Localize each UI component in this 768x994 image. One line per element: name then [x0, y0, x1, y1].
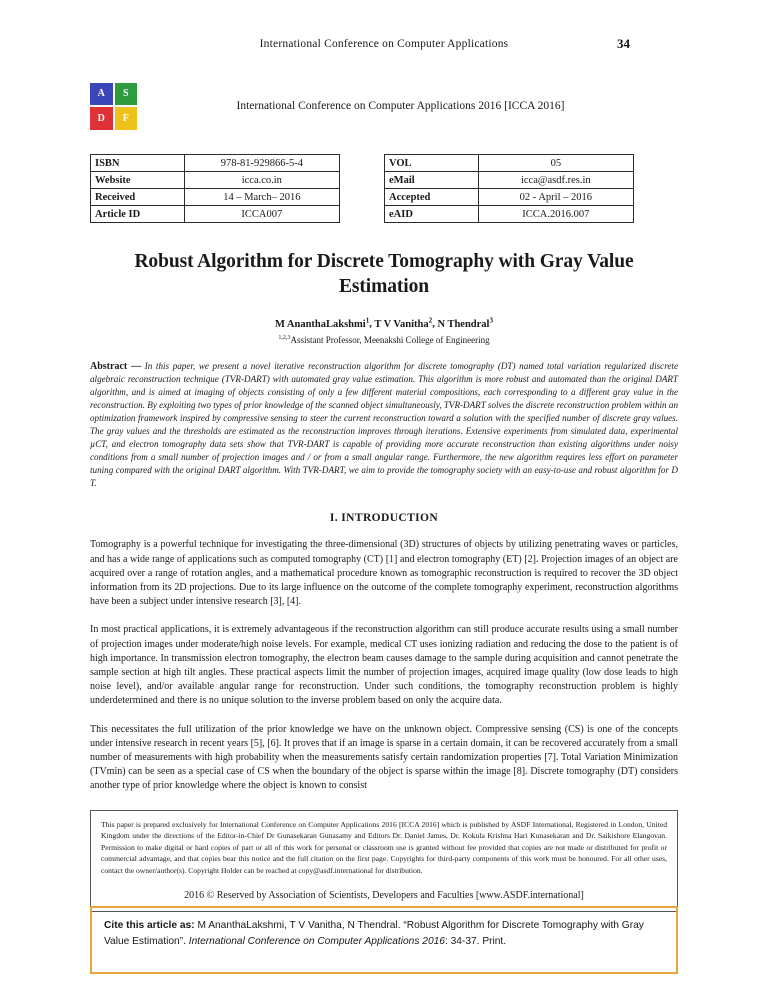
- copyright-rights-line: 2016 © Reserved by Association of Scientists, Developers and Faculties [www.ASDF.international]: [184, 889, 584, 901]
- author-2-superscript: 2: [428, 316, 433, 324]
- body-paragraph-3: This necessitates the full utilization of the prior knowledge we have on the unknown object. Compressive sensing (CS) is one of the concepts under intensive research in recent years [5], [6]. It proves that if an image is sparse in a certain domain, it can be recovered accurately from a small number of measurements with high probability when the measurements satisfy certain randomization properties [7]. Total Variation Minimization (TVmin) can be seen as a special case of CS when the boundary of the object is sparse within the image [8]. Discrete tomography (DT) considers another type of prior knowledge where the object is known to consist: [90, 723, 678, 792]
- abstract: [90, 360, 678, 491]
- author-1-superscript: 1: [365, 316, 370, 324]
- logo-cell-a: A: [90, 83, 113, 106]
- meta-value: 14 – March– 2016: [184, 189, 339, 206]
- table-row: [385, 155, 634, 172]
- table-row: [91, 155, 340, 172]
- author-2: T V Vanitha$^2$: [374, 316, 433, 330]
- table-row: [91, 172, 340, 189]
- meta-value: icca.co.in: [184, 172, 339, 189]
- author-3-superscript: 3: [489, 316, 494, 324]
- meta-key: ISBN: [91, 155, 185, 172]
- page-number: 34: [617, 36, 630, 51]
- body-paragraph-1: Tomography is a powerful technique for investigating the three-dimensional (3D) structures of objects by utilizing penetrating waves or particles, and has a wide range of applications such as computed tomography (CT) [1] and electron tomography (ET) [2]. Projection images of an object are acquired over a range of rotation angles, and a mathematical procedure known as tomographic reconstruction is required to recover the 3D object information from its 2D projections. Due to its large influence on the outcome of the complete tomography experiment, reconstruction algorithms have been a subject under intensive research [3], [4].: [90, 539, 678, 608]
- logo-cell-d: D: [90, 107, 113, 130]
- cite-this-article-box: [90, 906, 678, 974]
- running-header-title: International Conference on Computer Applications: [259, 38, 509, 50]
- meta-value: 05: [478, 155, 633, 172]
- logo-cell-s: S: [115, 83, 138, 106]
- meta-value: icca@asdf.res.in: [478, 172, 633, 189]
- author-list: [90, 314, 678, 331]
- author-separator-2: ,: [432, 318, 438, 330]
- cite-title: “Robust Algorithm for Discrete Tomography with Gray Value Estimation”.: [104, 920, 644, 947]
- table-row: [385, 189, 634, 206]
- asdf-logo: [90, 83, 137, 130]
- author-separator-1: ,: [369, 318, 375, 330]
- abstract-label: Abstract —: [90, 360, 142, 372]
- copyright-notice-text: This paper is prepared exclusively for International Conference on Computer Applications 2016 [ICCA 2016] which is published by ASDF International, Registered in London, United Kingdom under the directions of the Editor-in-Chief Dr Gunasekaran Gunasamy and Editors Dr. Daniel James, Dr. Kokula Krishna Hari Kunasekaran and Dr. Saikishore Elangovan. Permission to make digital or hard copies of part or all of this work for personal or classroom use is granted without fee provided that copies are not made or distributed for profit or commercial advantage, and that copies bear this notice and the full citation on the first page. Copyrights for third-party components of this work must be honoured. For all other uses, contact the owner/author(s). Copyright Holder can be reached at copy@asdf.international for distribution.: [101, 819, 667, 876]
- meta-key: Received: [91, 189, 185, 206]
- section-heading-introduction: I. INTRODUCTION: [329, 512, 439, 525]
- meta-value: 02 - April – 2016: [478, 189, 633, 206]
- cite-label: Cite this article as:: [104, 920, 195, 931]
- meta-key: eMail: [385, 172, 479, 189]
- page-title: Robust Algorithm for Discrete Tomography with Gray Value Estimation: [134, 251, 634, 297]
- metadata-table-left: [90, 154, 340, 223]
- cite-pages: : 34-37. Print.: [444, 936, 507, 947]
- metadata-tables: [90, 154, 678, 223]
- abstract-text: In this paper, we present a novel iterative reconstruction algorithm for discrete tomography (DT) named total variation regularized discrete algebraic reconstruction technique (TVR-DART) with automated gray value estimation. This algorithm is more robust and automated than the original DART algorithm, and is aimed at imaging of objects consisting of only a few different material compositions, each corresponding to a different gray value in the reconstruction. By exploiting two types of prior knowledge of the scanned object simultaneously, TVR-DART solves the discrete reconstruction problem within an optimization framework inspired by compressive sensing to steer the current reconstruction toward a solution with the specified number of discrete gray values. The gray values and the thresholds are estimated as the reconstruction improves through iterations. Extensive experiments from simulated data, experimental µCT, and electron tomography data sets show that TVR-DART is capable of providing more accurate reconstruction than existing algorithms under noisy conditions from a small number of projection images and / or from a small angular range. Furthermore, the new algorithm requires less effort on parameter tuning compared with the original DART algorithm. With TVR-DART, we aim to provide the tomography society with an easy-to-use and robust algorithm for D T.: [90, 360, 678, 489]
- body-paragraph-2: In most practical applications, it is extremely advantageous if the reconstruction algorithm can still produce accurate results using a small number of projection images under moderate/high noise levels. For example, medical CT uses ionizing radiation and reducing the dose to the patient is of high importance. In transmission electron tomography, the electron beam causes damage to the sample during acquisition and cannot penetrate the sample section at high tilt angles. These practical aspects limit the number of projection images, acquired image quality (low dose leads to high noise level), and/or available angular range for reconstruction. Under such conditions, the tomography reconstruction problem is highly underdetermined and there is no unique solution to the inverse problem based on only the acquire data.: [90, 624, 678, 707]
- meta-value: ICCA.2016.007: [478, 206, 633, 223]
- meta-key: Website: [91, 172, 185, 189]
- affiliation: [90, 332, 678, 346]
- cite-venue: International Conference on Computer Applications 2016: [188, 936, 445, 947]
- author-3: N Thendral$^3$: [437, 316, 494, 330]
- brand-row: [90, 82, 678, 130]
- running-header: [90, 0, 678, 60]
- meta-key: eAID: [385, 206, 479, 223]
- meta-value: 978-81-929866-5-4: [184, 155, 339, 172]
- table-row: [91, 206, 340, 223]
- table-row: [91, 189, 340, 206]
- affiliation-text: Assistant Professor, Meenakshi College of Engineering: [290, 334, 490, 345]
- meta-key: Article ID: [91, 206, 185, 223]
- cite-authors: M AnanthaLakshmi, T V Vanitha, N Thendral.: [197, 920, 401, 931]
- metadata-table-right: [384, 154, 634, 223]
- meta-key: Accepted: [385, 189, 479, 206]
- meta-value: ICCA007: [184, 206, 339, 223]
- copyright-notice-box: [90, 810, 678, 912]
- table-row: [385, 172, 634, 189]
- author-1: M AnanthaLakshmi$^1$: [274, 316, 370, 330]
- cite-text: [104, 918, 664, 950]
- conference-line: International Conference on Computer Applications 2016 [ICCA 2016]: [236, 100, 565, 112]
- meta-key: VOL: [385, 155, 479, 172]
- logo-cell-f: F: [115, 107, 138, 130]
- table-row: [385, 206, 634, 223]
- affiliation-superscript: 1,2,3: [278, 334, 291, 341]
